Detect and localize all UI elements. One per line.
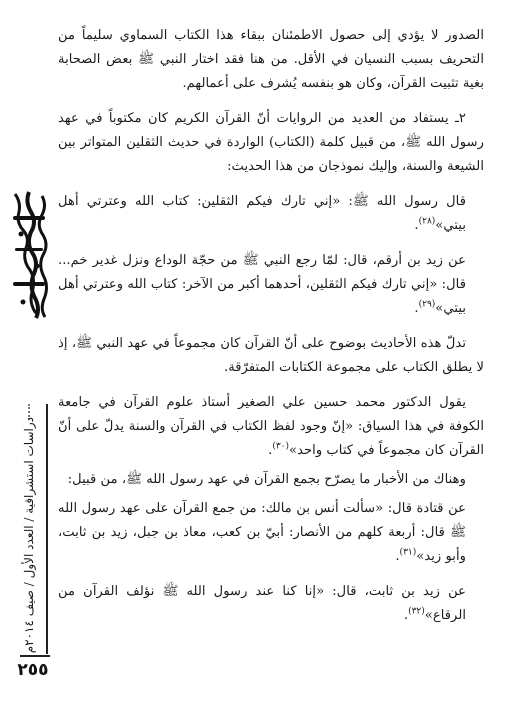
footnote-ref-28: (٢٨)	[418, 216, 436, 227]
footnote-ref-29: (٢٩)	[418, 299, 436, 310]
journal-title: دراسات استشراقية / العدد الأول / صيف ٢٠١٤م	[22, 416, 36, 654]
horizontal-rule	[20, 655, 50, 657]
hadith-quote-2-text: عن زيد بن أرقم، قال: لمّا رجع النبي ﷺ من حجّة الوداع ونزل غدير خم... قال: «إني تارك فيكم الثقلين، أحدهما أكبر من الآخر: كتاب الله وعترتي أهل بيتي»	[58, 253, 466, 316]
hadith-quote-qatada: عن قتادة قال: «سألت أنس بن مالك: من جمع القرآن على عهد رسول الله ﷺ قال: أربعة كلهم من الأنصار: أبيّ بن كعب، معاذ بن جبل، زيد بن ثابت، وأبو زيد»$^{(٣١)}$.	[58, 501, 466, 564]
paragraph-reports-intro: وهناك من الأخبار ما يصرّح بجمع القرآن في عهد رسول الله ﷺ، من قبيل:	[67, 472, 466, 487]
hadith-quote-1-text: قال رسول الله ﷺ: «إني تارك فيكم الثقلين: كتاب الله وعترتي أهل بيتي»	[58, 194, 466, 233]
hadith-quote-2: عن زيد بن أرقم، قال: لمّا رجع النبي ﷺ من حجّة الوداع ونزل غدير خم... قال: «إني تارك فيكم الثقلين، أحدهما أكبر من الآخر: كتاب الله وعترتي أهل بيتي»$^{(٢٩)}$.	[58, 253, 466, 316]
page-number: ٢٥٥	[17, 660, 49, 680]
paragraph-point-2: ٢ـ يستفاد من العديد من الروايات أنّ القرآن الكريم كان مكتوباً في عهد رسول الله ﷺ، من قبيل كلمة (الكتاب) الواردة في حديث الثقلين المتواتر بين الشيعة والسنة، وإليك نموذجان من هذا الحديث:	[58, 111, 484, 174]
saghir-quote-text: يقول الدكتور محمد حسين علي الصغير أستاذ علوم القرآن في جامعة الكوفة في هذا السياق: «إنّ وجود لفظ الكتاب في القرآن والسنة يدلّ على أنّ القرآن كان مجموعاً في كتاب واحد»	[58, 395, 484, 458]
main-text-column	[58, 24, 484, 633]
paragraph-conclusion: تدلّ هذه الأحاديث بوضوح على أنّ القرآن كان مجموعاً في عهد النبي ﷺ، إذ لا يطلق الكتاب على مجموعة الكتابات المتفرّقة.	[58, 336, 484, 375]
paragraph-intro: الصدور لا يؤدي إلى حصول الاطمئنان ببقاء هذا الكتاب السماوي سليماً من التحريف بسبب النسيان في الأقل. من هنا فقد اختار النبي ﷺ بعض الصحابة بغية تثبيت القرآن، وكان هو بنفسه يُشرف على أعمالهم.	[58, 28, 484, 91]
journal-logo	[9, 186, 49, 326]
footnote-ref-30: (٣٠)	[272, 441, 290, 452]
calligraphy-logo-icon	[9, 186, 49, 326]
hadith-quote-1: قال رسول الله ﷺ: «إني تارك فيكم الثقلين: كتاب الله وعترتي أهل بيتي»$^{(٢٨)}$.	[58, 194, 466, 233]
footnote-ref-31: (٣١)	[399, 547, 417, 558]
margin-sidebar	[6, 0, 52, 721]
hadith-quote-zayd: عن زيد بن ثابت، قال: «إنا كنا عند رسول الله ﷺ نؤلف القرآن من الرقاع»$^{(٣٢)}$.	[58, 584, 466, 623]
qatada-quote-text: عن قتادة قال: «سألت أنس بن مالك: من جمع القرآن على عهد رسول الله ﷺ قال: أربعة كلهم من الأنصار: أبيّ بن كعب، معاذ بن جبل، زيد بن ثابت، وأبو زيد»	[58, 501, 466, 564]
vertical-rule	[46, 404, 48, 654]
paragraph-saghir-quote: يقول الدكتور محمد حسين علي الصغير أستاذ علوم القرآن في جامعة الكوفة في هذا السياق: «إنّ وجود لفظ الكتاب في القرآن والسنة يدلّ على أنّ القرآن كان مجموعاً في كتاب واحد»$^{(٣٠)}$.	[58, 395, 484, 458]
running-header	[13, 416, 45, 654]
footnote-ref-32: (٣٢)	[408, 606, 425, 617]
zayd-quote-text: عن زيد بن ثابت، قال: «إنا كنا عند رسول الله ﷺ نؤلف القرآن من الرقاع»	[58, 584, 466, 623]
